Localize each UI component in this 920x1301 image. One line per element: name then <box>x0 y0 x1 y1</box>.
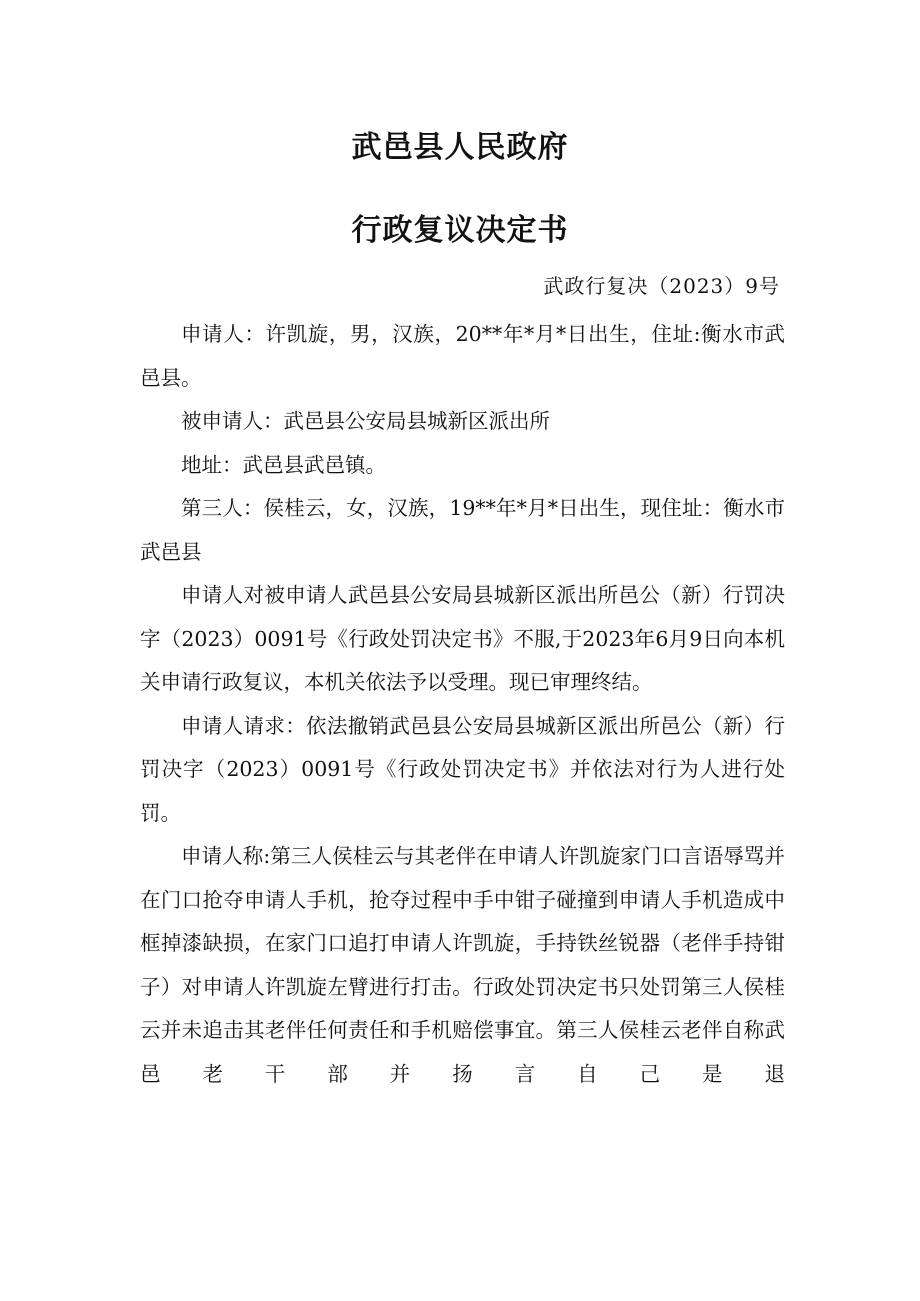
document-number: 武政行复决（2023）9号 <box>543 274 780 298</box>
respondent-paragraph: 被申请人：武邑县公安局县城新区派出所 <box>181 409 550 433</box>
document-title: 行政复议决定书 <box>351 213 569 248</box>
document-body <box>140 313 785 1096</box>
issuer-title: 武邑县人民政府 <box>351 130 569 165</box>
third-party-paragraph: 第三人：侯桂云，女，汉族，19**年*月*日出生，现住址：衡水市武邑县 <box>140 496 785 564</box>
case-background-paragraph: 申请人对被申请人武邑县公安局县城新区派出所邑公（新）行罚决字（2023）0091号《行政处罚决定书》不服,于2023年6月9日向本机关申请行政复议，本机关依法予以受理。现已审理终结。 <box>140 583 785 694</box>
respondent-address-paragraph: 地址：武邑县武邑镇。 <box>181 452 386 477</box>
applicant-request-paragraph: 申请人请求：依法撤销武邑县公安局县城新区派出所邑公（新）行罚决字（2023）0091号《行政处罚决定书》并依法对行为人进行处罚。 <box>140 713 785 825</box>
applicant-statement-paragraph: 申请人称:第三人侯桂云与其老伴在申请人许凯旋家门口言语辱骂并在门口抢夺申请人手机，抢夺过程中手中钳子碰撞到申请人手机造成中框掉漆缺损，在家门口追打申请人许凯旋，手持铁丝锐器（老伴手持钳子）对申请人许凯旋左臂进行打击。行政处罚决定书只处罚第三人侯桂云并未追击其老伴任何责任和手机赔偿事宜。第三人侯桂云老伴自称武邑老干部并扬言自己是退 <box>140 844 785 1086</box>
applicant-paragraph: 申请人：许凯旋，男，汉族，20**年*月*日出生，住址:衡水市武邑县。 <box>140 322 785 390</box>
